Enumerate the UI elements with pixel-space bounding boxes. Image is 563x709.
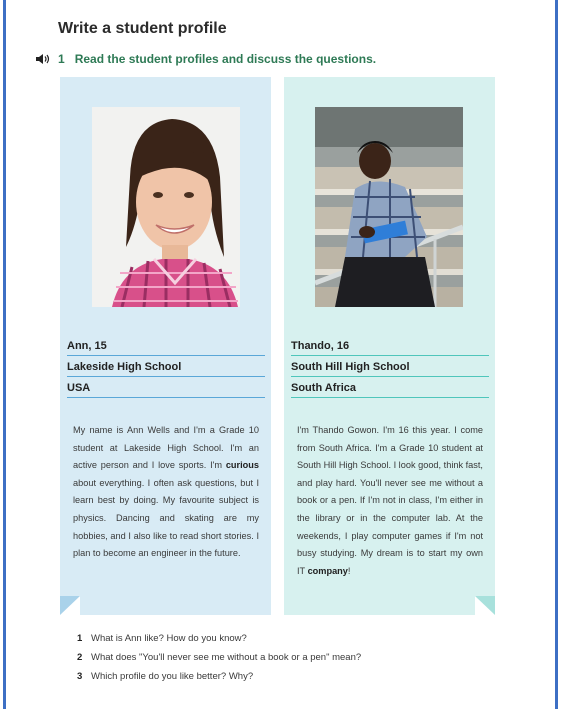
ann-country: USA — [67, 382, 265, 398]
ann-school: Lakeside High School — [67, 361, 265, 377]
card-corner-fold-right — [475, 596, 495, 615]
page-title: Write a student profile — [58, 20, 227, 37]
ann-bio-bold-word: curious — [225, 460, 259, 471]
question-text: What does "You'll never see me without a book or a pen" mean? — [91, 652, 362, 663]
question-text: What is Ann like? How do you know? — [91, 633, 247, 644]
audio-speaker-icon[interactable] — [36, 53, 52, 65]
instruction-number: 1 — [58, 52, 65, 66]
question-text: Which profile do you like better? Why? — [91, 671, 254, 682]
question-item — [77, 648, 361, 667]
ann-bio: My name is Ann Wells and I'm a Grade 10 student at Lakeside High School. I'm an active person and I love sports. I'm curious about everything. I often ask questions, but I learn best by doing. My favourite subject is physics. Dancing and skating are my hobbies, and I also like to read short stories. I plan to become an engineer in the future. — [73, 425, 259, 559]
thando-bio-bold-word: company — [307, 565, 348, 576]
thando-school: South Hill High School — [291, 361, 489, 377]
profile-card-ann — [60, 77, 271, 615]
ann-name-age: Ann, 15 — [67, 340, 265, 356]
ann-photo — [92, 107, 240, 307]
card-corner-fold-left — [60, 596, 80, 615]
page-border-left — [3, 0, 6, 709]
question-number: 3 — [77, 671, 83, 682]
thando-name-age: Thando, 16 — [291, 340, 489, 356]
question-list — [77, 629, 361, 686]
thando-photo — [315, 107, 463, 307]
thando-country: South Africa — [291, 382, 489, 398]
question-number: 1 — [77, 633, 83, 644]
question-number: 2 — [77, 652, 83, 663]
profile-card-thando — [284, 77, 495, 615]
thando-bio: I'm Thando Gowon. I'm 16 this year. I come from South Africa. I'm a Grade 10 student at South Hill High School. I look good, think fast, and play hard. You'll never see me without a book or a pen. If I'm not in class, I'm either in the library or in the computer lab. At the weekends, I play computer games if I'm not busy studying. My dream is to start my own IT company! — [297, 425, 483, 576]
instruction-text: Read the student profiles and discuss the questions. — [74, 52, 377, 66]
question-item — [77, 629, 361, 648]
page-border-right — [555, 0, 558, 709]
instruction — [36, 52, 376, 66]
question-item — [77, 667, 361, 686]
